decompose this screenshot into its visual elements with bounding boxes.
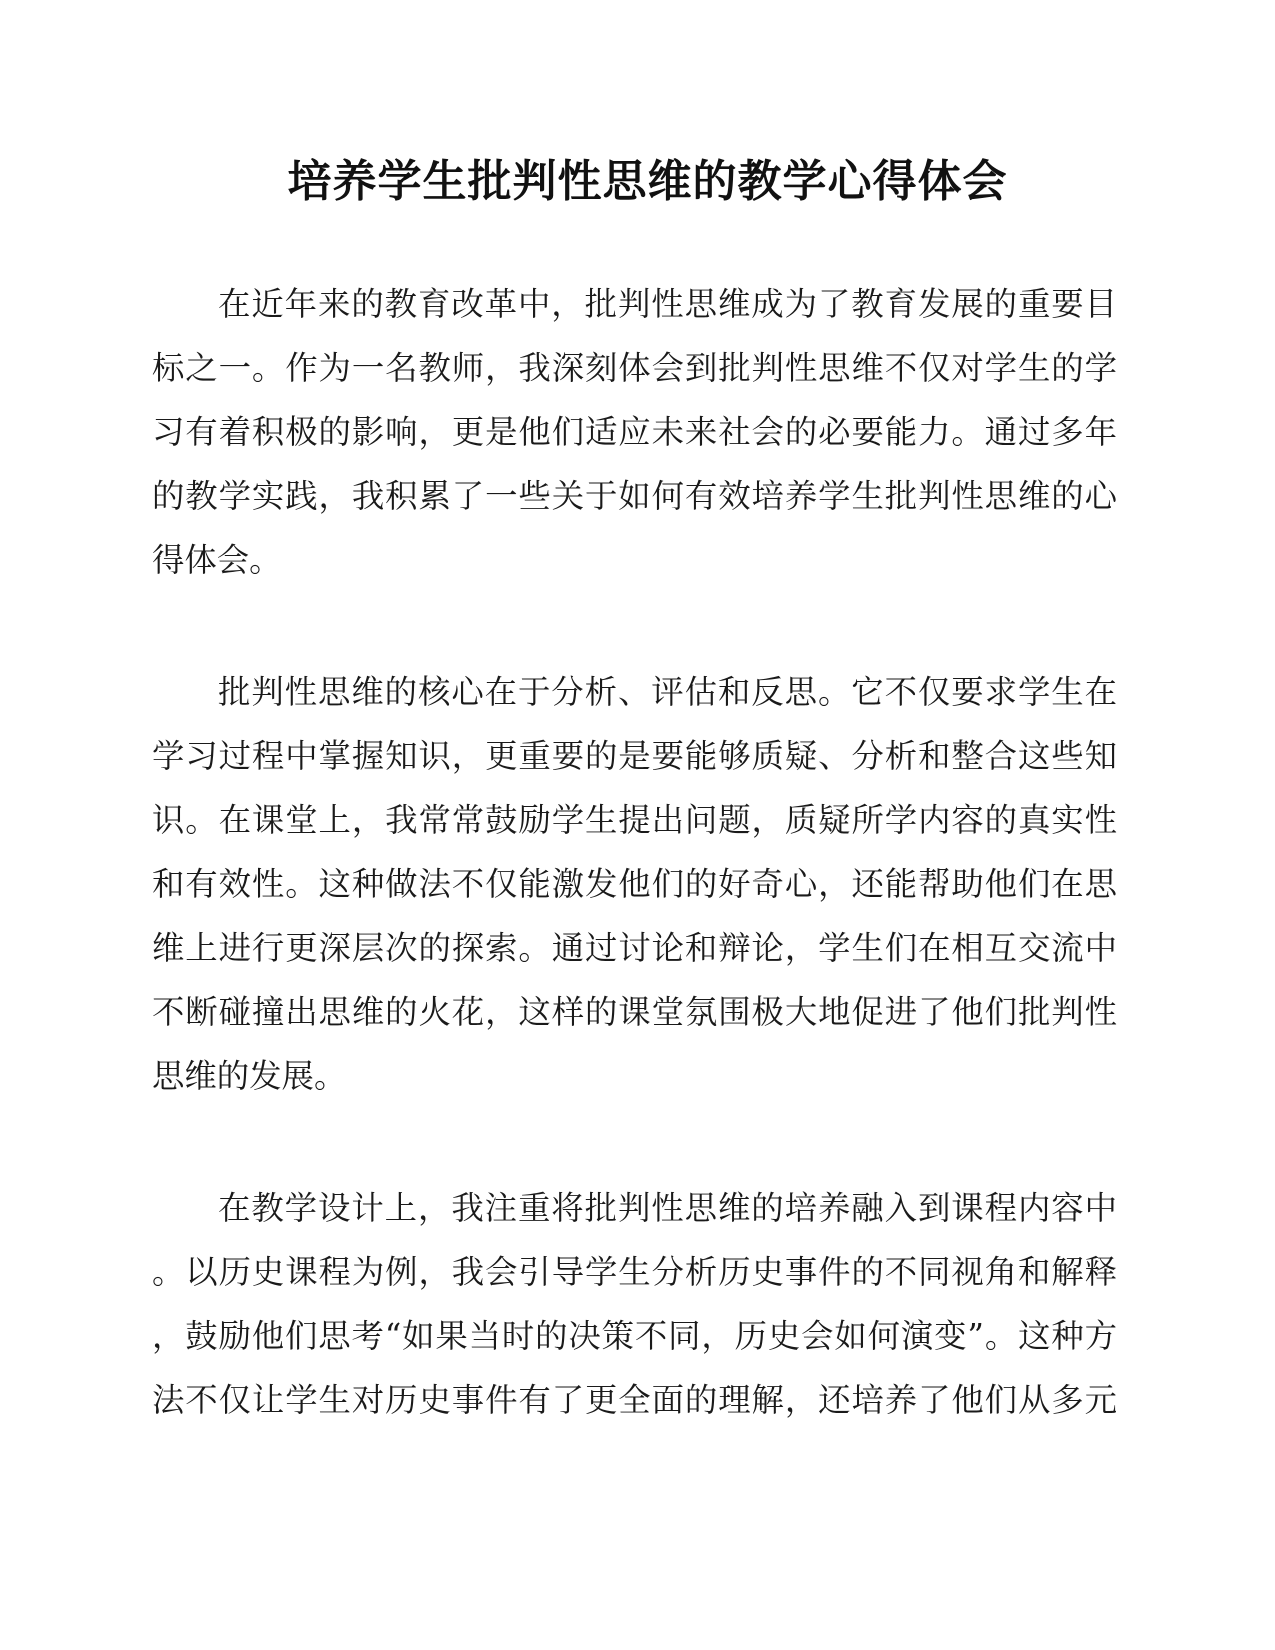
paragraph-line: 标之一。作为一名教师，我深刻体会到批判性思维不仅对学生的学	[152, 349, 1117, 387]
paragraph-line: 的教学实践，我积累了一些关于如何有效培养学生批判性思维的心	[152, 477, 1117, 515]
paragraph-line: 习有着积极的影响，更是他们适应未来社会的必要能力。通过多年	[152, 413, 1117, 451]
paragraph-line: 不断碰撞出思维的火花，这样的课堂氛围极大地促进了他们批判性	[152, 993, 1117, 1031]
paragraph-line: 法不仅让学生对历史事件有了更全面的理解，还培养了他们从多元	[152, 1381, 1117, 1419]
paragraph-line: 在教学设计上，我注重将批判性思维的培养融入到课程内容中	[218, 1189, 1117, 1227]
paragraph-line: 维上进行更深层次的探索。通过讨论和辩论，学生们在相互交流中	[152, 929, 1117, 967]
paragraph-line: 。以历史课程为例，我会引导学生分析历史事件的不同视角和解释	[152, 1253, 1117, 1291]
paragraph-line: 和有效性。这种做法不仅能激发他们的好奇心，还能帮助他们在思	[152, 865, 1117, 903]
paragraph-line: 思维的发展。	[152, 1057, 347, 1095]
paragraph-line: 批判性思维的核心在于分析、评估和反思。它不仅要求学生在	[218, 673, 1117, 711]
paragraph-line: 学习过程中掌握知识，更重要的是要能够质疑、分析和整合这些知	[152, 737, 1117, 775]
paragraph-line: 识。在课堂上，我常常鼓励学生提出问题，质疑所学内容的真实性	[152, 801, 1117, 839]
paragraph-line: 得体会。	[152, 541, 282, 579]
document-title: 培养学生批判性思维的教学心得体会	[287, 156, 1008, 207]
paragraph-line: ，鼓励他们思考“如果当时的决策不同，历史会如何演变”。这种方	[152, 1317, 1117, 1355]
paragraph-line: 在近年来的教育改革中，批判性思维成为了教育发展的重要目	[218, 285, 1117, 323]
